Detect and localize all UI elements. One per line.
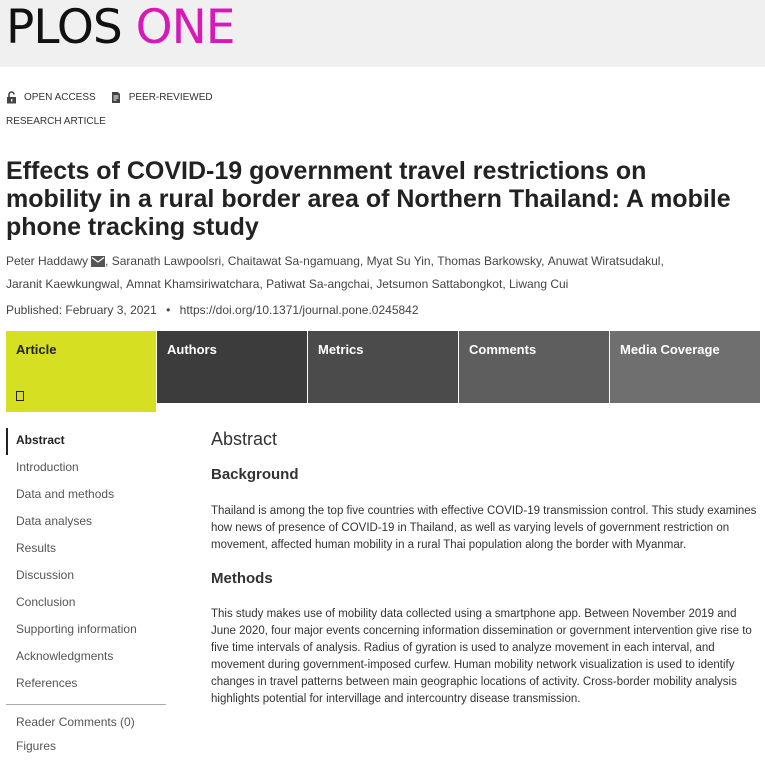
author-link[interactable]: Myat Su Yin, bbox=[366, 254, 438, 268]
author-link[interactable] bbox=[509, 277, 568, 291]
author-name: Patiwat Sa-angchai bbox=[266, 277, 370, 291]
author-link[interactable]: Anuwat Wiratsudakul, bbox=[547, 254, 664, 268]
background-heading: Background bbox=[211, 466, 299, 483]
toc-item-conclusion[interactable]: Conclusion bbox=[16, 595, 76, 609]
article-body bbox=[211, 428, 761, 708]
author-link[interactable]: Patiwat Sa-angchai, bbox=[266, 277, 377, 291]
author-name: Peter Haddawy bbox=[6, 254, 89, 268]
author-list bbox=[6, 250, 751, 296]
author-link[interactable]: Chaitawat Sa-ngamuang, bbox=[227, 254, 367, 268]
methods-text: This study makes use of mobility data collected using a smartphone app. Between November 2019 and June 2020, four major events concerning information dissemination or government intervention give rise to five time intervals of analysis. Radius of gyration is used to analyze movement in each interval, and movement during government-imposed curfew. Human mobility network visualization is used to identify changes in travel patterns between main geographic locations of activity. Cross-border mobility analysis highlights potential for intervillage and intercountry disease transmission. bbox=[211, 608, 752, 705]
toc-divider bbox=[6, 704, 166, 705]
author-name: Myat Su Yin bbox=[366, 254, 431, 268]
site-header bbox=[0, 0, 765, 67]
tab-label: Media Coverage bbox=[620, 342, 720, 357]
toc-item-data-analyses[interactable]: Data analyses bbox=[16, 514, 93, 528]
author-name: Liwang Cui bbox=[508, 277, 569, 291]
plos-one-logo[interactable] bbox=[6, 2, 235, 54]
author-name: Chaitawat Sa-ngamuang bbox=[227, 254, 360, 268]
author-link[interactable]: Thomas Barkowsky, bbox=[437, 254, 548, 268]
author-name: Thomas Barkowsky bbox=[437, 254, 542, 268]
toc-item-acknowledgments[interactable]: Acknowledgments bbox=[16, 649, 114, 663]
author-name: Anuwat Wiratsudakul bbox=[547, 254, 661, 268]
author-name: Jetsumon Sattabongkot bbox=[376, 277, 503, 291]
published-date: Published: February 3, 2021 bbox=[6, 303, 157, 317]
tab-label: Authors bbox=[167, 342, 217, 357]
toc-item-references[interactable]: References bbox=[16, 676, 78, 690]
author-name: Jaranit Kaewkungwal bbox=[6, 277, 120, 291]
peer-reviewed-flag[interactable] bbox=[110, 91, 213, 104]
publication-info bbox=[6, 303, 419, 317]
toc-item-introduction[interactable]: Introduction bbox=[16, 460, 79, 474]
toc-item-discussion[interactable]: Discussion bbox=[16, 568, 75, 582]
author-name: Amnat Khamsiriwatchara bbox=[126, 277, 260, 291]
lock-open-icon bbox=[6, 91, 17, 104]
toc-item-results[interactable]: Results bbox=[16, 541, 57, 555]
toc-item-abstract[interactable]: Abstract bbox=[6, 428, 166, 455]
background-text: Thailand is among the top five countries with effective COVID-19 transmission control. This study examines how news of presence of COVID-19 in Thailand, as well as varying levels of government restriction on movement, affected human mobility in a rural Thai population along the border with Myanmar. bbox=[211, 505, 757, 551]
toc-item-reader-comments[interactable]: Reader Comments (0) bbox=[16, 715, 135, 729]
tab-comments[interactable] bbox=[459, 331, 609, 403]
open-access-label: OPEN ACCESS bbox=[24, 91, 96, 103]
tab-media-coverage[interactable] bbox=[610, 331, 760, 403]
table-of-contents bbox=[6, 428, 166, 758]
tab-label: Comments bbox=[469, 342, 537, 357]
author-link[interactable]: Peter Haddawy , bbox=[6, 254, 112, 268]
tab-label: Metrics bbox=[318, 342, 364, 357]
tab-authors[interactable] bbox=[157, 331, 307, 403]
logo-one-text: ONE bbox=[135, 0, 235, 55]
tab-metrics[interactable] bbox=[308, 331, 458, 403]
mail-icon[interactable] bbox=[91, 256, 105, 267]
tab-label: Article bbox=[16, 342, 57, 357]
doi-link[interactable]: https://doi.org/10.1371/journal.pone.0245842 bbox=[179, 303, 419, 317]
open-access-flag[interactable] bbox=[6, 91, 96, 104]
article-title: Effects of COVID-19 government travel restrictions on mobility in a rural border area of Northern Thailand: A mobile phone tracking study bbox=[6, 157, 731, 241]
author-name: Saranath Lawpoolsri bbox=[111, 254, 222, 268]
separator-dot: • bbox=[166, 303, 171, 317]
logo-plos-text: PLOS bbox=[6, 0, 122, 55]
toc-item-supporting-information[interactable]: Supporting information bbox=[16, 622, 137, 636]
peer-review-icon bbox=[110, 91, 122, 104]
peer-reviewed-label: PEER-REVIEWED bbox=[128, 91, 213, 103]
methods-heading: Methods bbox=[211, 570, 273, 587]
article-tabs bbox=[6, 331, 760, 412]
toc-item-data-and-methods[interactable]: Data and methods bbox=[16, 487, 115, 501]
abstract-heading: Abstract bbox=[211, 429, 278, 449]
author-link[interactable]: Amnat Khamsiriwatchara, bbox=[126, 277, 267, 291]
article-flags bbox=[6, 89, 227, 105]
author-link[interactable]: Saranath Lawpoolsri, bbox=[111, 254, 228, 268]
author-link[interactable]: Jetsumon Sattabongkot, bbox=[376, 277, 509, 291]
toc-item-figures[interactable]: Figures bbox=[16, 739, 57, 753]
tab-caret-icon bbox=[16, 391, 24, 401]
tab-article[interactable] bbox=[6, 331, 156, 412]
article-type-label: RESEARCH ARTICLE bbox=[6, 116, 106, 127]
author-link[interactable]: Jaranit Kaewkungwal, bbox=[6, 277, 127, 291]
